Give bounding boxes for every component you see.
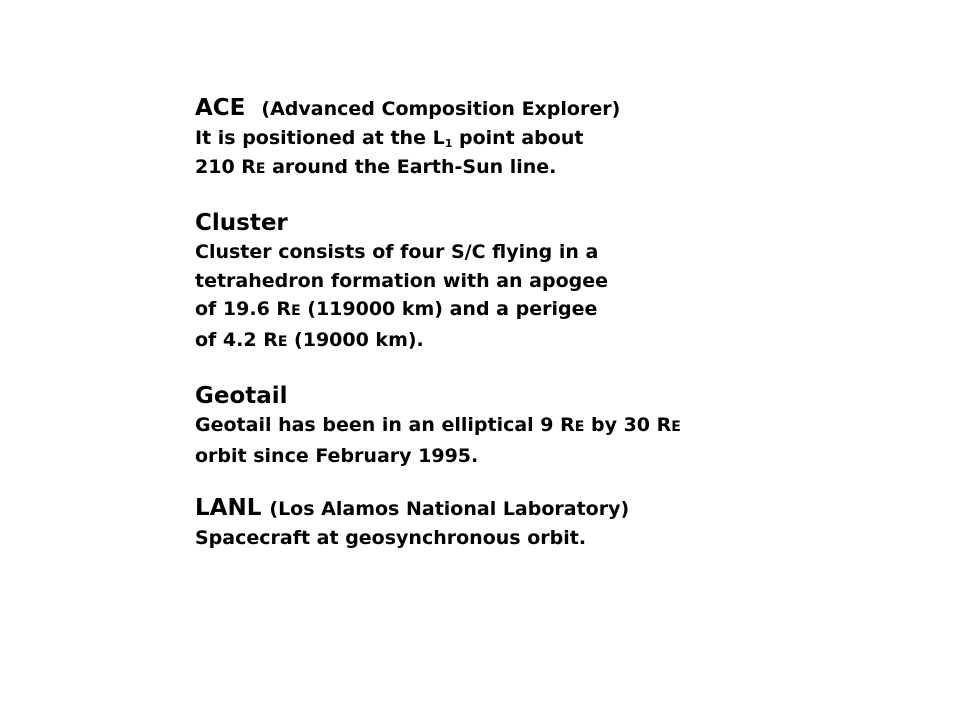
cluster-line-2: tetrahedron formation with an apogee (195, 269, 609, 292)
geotail-heading (195, 381, 915, 411)
ace-subtitle: (Advanced Composition Explorer) (261, 98, 621, 120)
cluster-heading (195, 208, 915, 238)
ace-heading (195, 93, 915, 124)
geotail-line-1: Geotail has been in an elliptical 9 RE by 30 RE (195, 414, 681, 436)
cluster-title: Cluster (195, 210, 288, 236)
ace-title: ACE (195, 95, 246, 121)
ace-line-2: 210 RE around the Earth-Sun line. (195, 155, 557, 178)
cluster-line-4: of 4.2 RE (19000 km). (195, 328, 424, 351)
lanl-subtitle: (Los Alamos National Laboratory) (269, 498, 630, 520)
lanl-line-1: Spacecraft at geosynchronous orbit. (195, 527, 587, 549)
l1-subscript: 1 (444, 137, 453, 150)
lanl-title: LANL (195, 495, 262, 521)
slide-content (195, 93, 915, 553)
cluster-line-1: Cluster consists of four S/C flying in a (195, 241, 599, 263)
ace-line-1: It is positioned at the $L_1$ point about (195, 127, 584, 150)
lanl-heading (195, 493, 915, 524)
cluster-line-3: of 19.6 RE (119000 km) and a perigee (195, 298, 598, 320)
geotail-line-2: orbit since February 1995. (195, 444, 479, 467)
geotail-title: Geotail (195, 383, 288, 409)
